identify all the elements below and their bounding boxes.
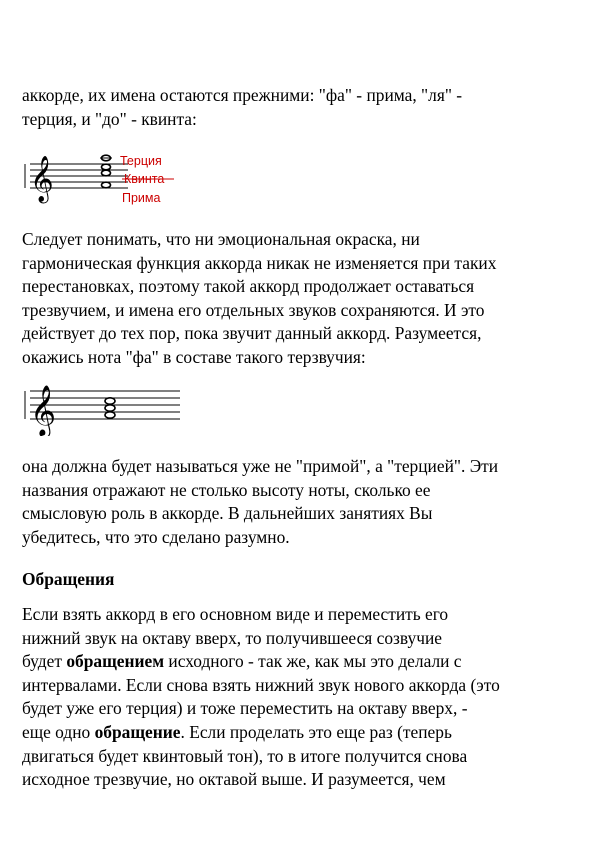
text-line: интервалами. Если снова взять нижний звук нового аккорда (это	[22, 674, 500, 695]
chord-notes	[100, 155, 112, 188]
text-line: Если взять аккорд в его основном виде и переместить его	[22, 604, 449, 624]
text-line: исходное трезвучие, но октавой выше. И разумеется, чем	[22, 769, 446, 790]
text-line: . Если проделать это еще раз (теперь	[180, 721, 452, 742]
text-line: еще одно	[22, 721, 95, 742]
label-tertsiya: Терция	[120, 154, 162, 168]
text-line: будет	[22, 651, 67, 672]
text-line: будет уже его терция) и тоже переместить на октаву вверх, -	[22, 698, 468, 719]
paragraph-4	[22, 603, 582, 792]
section-heading: Обращения	[22, 569, 115, 589]
text-line: гармоническая функция аккорда никак не изменяется при таких	[22, 252, 497, 273]
text-line: действует до тех пор, пока звучит данный аккорд. Разумеется,	[22, 323, 482, 344]
text-line: терция, и "до" - квинта:	[22, 108, 197, 129]
text-line: аккорде, их имена остаются прежними: "фа" - прима, "ля" -	[22, 85, 463, 105]
paragraph-3	[22, 455, 582, 549]
paragraph-2	[22, 228, 582, 370]
text-line: перестановках, поэтому такой аккорд продолжает оставаться	[22, 276, 475, 297]
text-line: трезвучием, и имена его отдельных звуков сохраняются. И это	[22, 299, 485, 320]
label-kvinta: Квинта	[124, 172, 165, 186]
bold-term: обращение	[94, 721, 181, 742]
text-line: двигаться будет квинтовый тон), то в итоге получится снова	[22, 745, 468, 766]
label-prima: Прима	[122, 191, 161, 205]
text-line: смысловую роль в аккорде. В дальнейших занятиях Вы	[22, 503, 433, 524]
music-staff-chord-labeled	[22, 148, 202, 210]
text-line: она должна будет называться уже не "примой", а "терцией". Эти	[22, 456, 499, 476]
treble-clef-icon: 𝄞	[30, 156, 54, 202]
treble-clef-icon: 𝄞	[30, 385, 57, 436]
text-line: убедитесь, что это сделано разумно.	[22, 526, 290, 547]
paragraph-1	[22, 84, 582, 131]
chord-notes	[105, 398, 115, 418]
text-line: исходного - так же, как мы это делали с	[164, 651, 462, 672]
text-line: Следует понимать, что ни эмоциональная окраска, ни	[22, 229, 420, 249]
music-staff-chord	[22, 380, 192, 436]
text-line: названия отражают не столько высоту ноты, сколько ее	[22, 479, 431, 500]
text-line: окажись нота "фа" в составе такого терзвучия:	[22, 346, 366, 367]
text-line: нижний звук на октаву вверх, то получившееся созвучие	[22, 627, 442, 648]
bold-term: обращением	[66, 651, 165, 672]
